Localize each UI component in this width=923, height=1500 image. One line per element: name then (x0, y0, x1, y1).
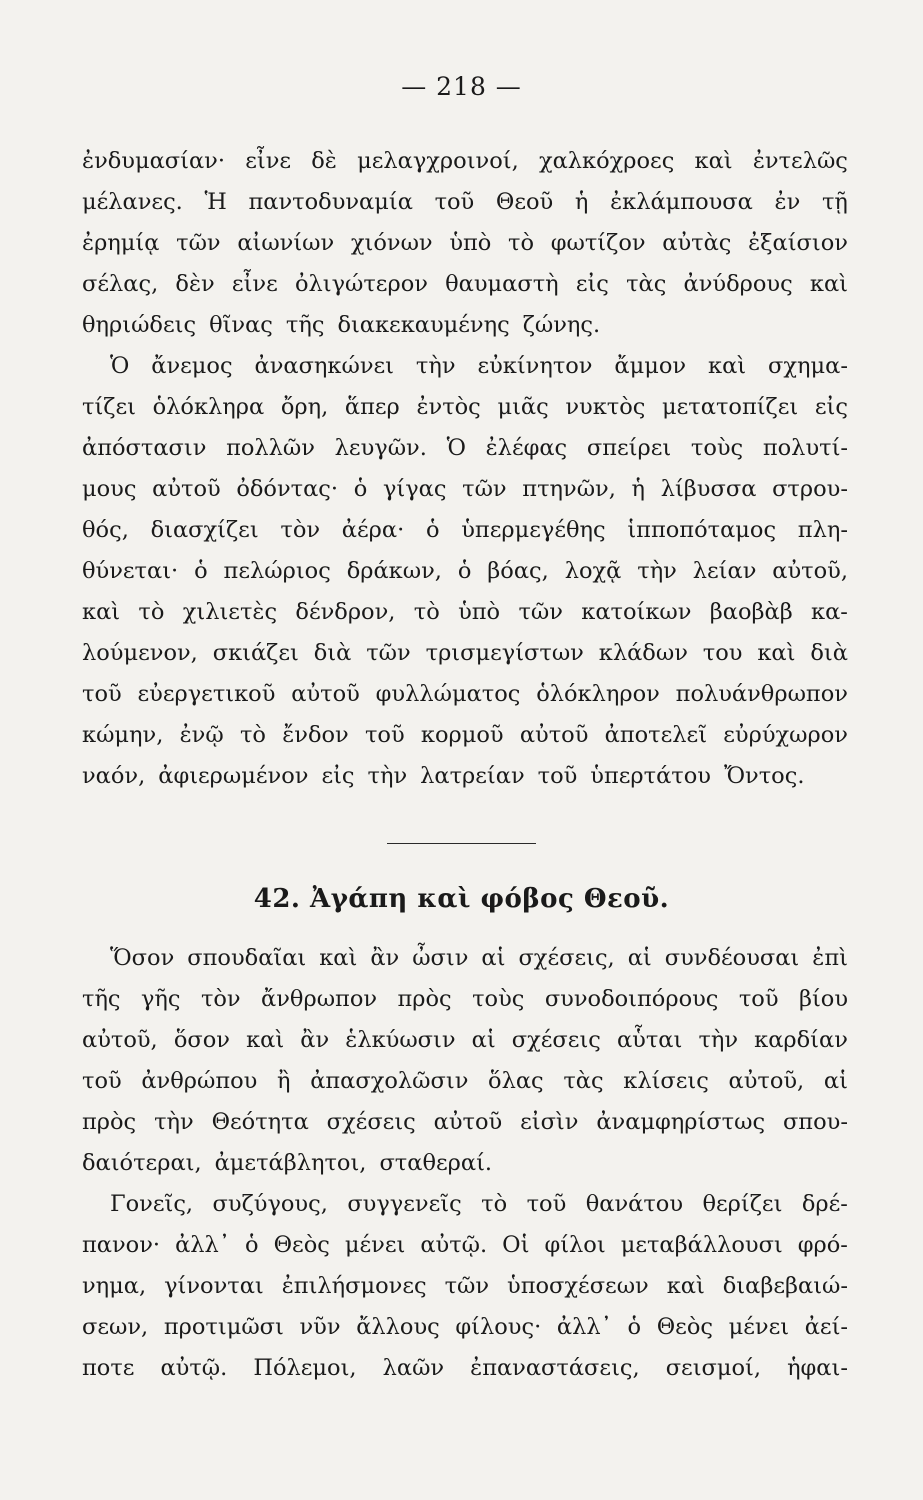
text-line: κώμην, ἐνῷ τὸ ἔνδον τοῦ κορμοῦ αὐτοῦ ἀποτελεῖ εὐρύχωρον (82, 722, 848, 748)
text-line: θύνεται· ὁ πελώριος δράκων, ὁ βόας, λοχᾷ τὴν λείαν αὐτοῦ, (82, 558, 848, 584)
text-line: τίζει ὁλόκληρα ὄρη, ἅπερ ἐντὸς μιᾶς νυκτὸς μετατοπίζει εἰς (82, 394, 848, 420)
section-heading: 42. Ἀγάπη καὶ φόβος Θεοῦ. (253, 884, 670, 914)
text-line: ναόν, ἀφιερωμένον εἰς τὴν λατρείαν τοῦ ὑπερτάτου Ὄντος. (82, 763, 805, 789)
page-number: — 218 — (401, 72, 522, 101)
text-line: Ὅσον σπουδαῖαι καὶ ἂν ὦσιν αἱ σχέσεις, αἱ συνδέουσαι ἐπὶ (110, 945, 848, 971)
paragraph-4 (82, 1184, 848, 1389)
text-line: σέλας, δὲν εἶνε ὀλιγώτερον θαυμαστὴ εἰς τὰς ἀνύδρους καὶ (82, 271, 848, 297)
text-line: δαιότεραι, ἀμετάβλητοι, σταθεραί. (82, 1150, 493, 1176)
text-line: τῆς γῆς τὸν ἄνθρωπον πρὸς τοὺς συνοδοιπόρους τοῦ βίου (82, 986, 848, 1012)
text-line: αὐτοῦ, ὅσον καὶ ἂν ἑλκύωσιν αἱ σχέσεις αὗται τὴν καρδίαν (82, 1027, 848, 1053)
text-line: καὶ τὸ χιλιετὲς δένδρον, τὸ ὑπὸ τῶν κατοίκων βαοβὰβ κα- (82, 599, 848, 625)
text-line: ποτε αὐτῷ. Πόλεμοι, λαῶν ἐπαναστάσεις, σεισμοί, ἡφαι- (82, 1355, 848, 1381)
text-line: πρὸς τὴν Θεότητα σχέσεις αὐτοῦ εἰσὶν ἀναμφηρίστως σπου- (82, 1109, 848, 1135)
text-line: σεων, προτιμῶσι νῦν ἄλλους φίλους· ἀλλ᾽ ὁ Θεὸς μένει ἀεί- (82, 1314, 848, 1340)
text-line: Γονεῖς, συζύγους, συγγενεῖς τὸ τοῦ θανάτου θερίζει δρέ- (110, 1191, 848, 1217)
text-line: πανον· ἀλλ᾽ ὁ Θεὸς μένει αὐτῷ. Οἱ φίλοι μεταβάλλουσι φρό- (82, 1232, 848, 1258)
paragraph-3 (82, 938, 848, 1184)
text-line: ἐρημίᾳ τῶν αἰωνίων χιόνων ὑπὸ τὸ φωτίζον αὐτὰς ἐξαίσιον (82, 230, 848, 256)
paragraph-2 (82, 346, 848, 797)
text-line: λούμενον, σκιάζει διὰ τῶν τρισμεγίστων κλάδων του καὶ διὰ (82, 640, 848, 666)
text-line: μέλανες. Ἡ παντοδυναμία τοῦ Θεοῦ ἡ ἐκλάμπουσα ἐν τῇ (82, 189, 848, 215)
text-line: νημα, γίνονται ἐπιλήσμονες τῶν ὑποσχέσεων καὶ διαβεβαιώ- (82, 1273, 848, 1299)
text-line: ἐνδυμασίαν· εἶνε δὲ μελαγχροινοί, χαλκόχροες καὶ ἐντελῶς (82, 148, 848, 174)
text-line: ἀπόστασιν πολλῶν λευγῶν. Ὁ ἐλέφας σπείρει τοὺς πολυτί- (82, 435, 848, 461)
text-line: θηριώδεις θῖνας τῆς διακεκαυμένης ζώνης. (82, 312, 601, 338)
paragraph-1 (82, 141, 848, 346)
text-line: τοῦ εὐεργετικοῦ αὐτοῦ φυλλώματος ὁλόκληρον πολυάνθρωπον (82, 681, 848, 707)
text-line: θός, διασχίζει τὸν ἀέρα· ὁ ὑπερμεγέθης ἱπποπόταμος πλη- (82, 517, 848, 543)
text-line: μους αὐτοῦ ὀδόντας· ὁ γίγας τῶν πτηνῶν, ἡ λίβυσσα στρου- (82, 476, 848, 502)
text-line: τοῦ ἀνθρώπου ἢ ἀπασχολῶσιν ὅλας τὰς κλίσεις αὐτοῦ, αἱ (82, 1068, 848, 1094)
text-line: Ὁ ἄνεμος ἀνασηκώνει τὴν εὐκίνητον ἄμμον καὶ σχημα- (110, 353, 848, 379)
section-divider (387, 843, 536, 844)
